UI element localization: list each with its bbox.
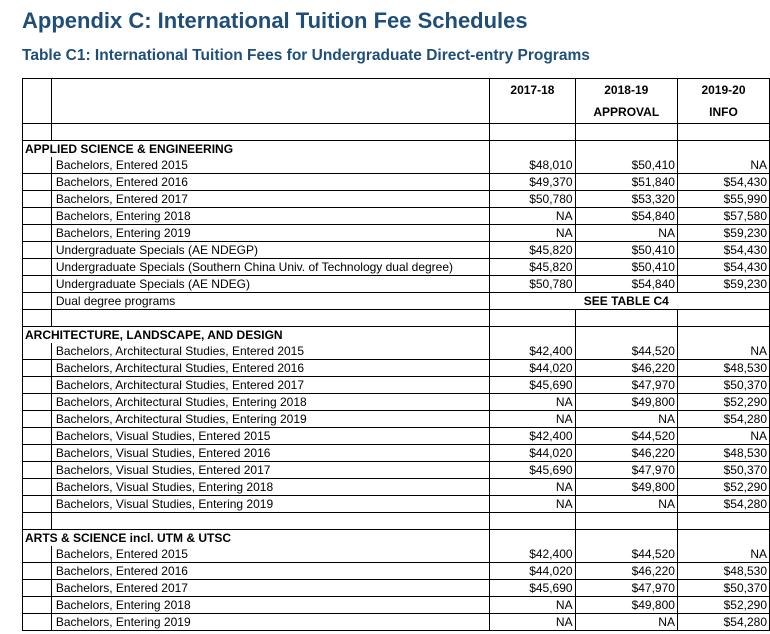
fee-2019-20: $48,530 [677, 563, 769, 580]
fee-2017-18: $45,690 [490, 580, 575, 597]
fee-2017-18: $42,400 [490, 546, 575, 563]
table-row [23, 174, 770, 191]
program-name: Bachelors, Visual Studies, Entered 2016 [51, 445, 489, 462]
program-name: Bachelors, Architectural Studies, Entering 2019 [51, 411, 489, 428]
table-row [23, 597, 770, 614]
program-name: Bachelors, Entering 2019 [51, 614, 489, 631]
see-table-note: SEE TABLE C4 [575, 293, 677, 310]
col-header-info: INFO [677, 101, 769, 124]
program-name: Bachelors, Architectural Studies, Entered 2015 [51, 343, 489, 360]
table-row [23, 580, 770, 597]
table-row [23, 191, 770, 208]
fee-2019-20: $54,430 [677, 259, 769, 276]
fee-2017-18: $42,400 [490, 343, 575, 360]
table-row [23, 496, 770, 513]
fee-2019-20: $55,990 [677, 191, 769, 208]
fee-2017-18: $44,020 [490, 445, 575, 462]
fee-2017-18: $45,690 [490, 377, 575, 394]
program-name: Bachelors, Visual Studies, Entered 2017 [51, 462, 489, 479]
fee-2019-20: $52,290 [677, 394, 769, 411]
page-title: Appendix C: International Tuition Fee Schedules [22, 8, 528, 33]
table-row [23, 377, 770, 394]
program-name: Bachelors, Visual Studies, Entering 2019 [51, 496, 489, 513]
col-header-2017-18: 2017-18 [490, 79, 575, 102]
fee-2018-19: $49,800 [575, 479, 677, 496]
fee-2018-19: $44,520 [575, 428, 677, 445]
fee-2019-20: NA [677, 546, 769, 563]
fee-2019-20: $52,290 [677, 597, 769, 614]
fee-2018-19: $50,410 [575, 242, 677, 259]
table-row [23, 208, 770, 225]
fee-2018-19: $46,220 [575, 445, 677, 462]
program-name: Bachelors, Entered 2015 [51, 546, 489, 563]
table-row [23, 360, 770, 377]
fee-2019-20: $50,370 [677, 377, 769, 394]
col-header-approval: APPROVAL [575, 101, 677, 124]
fee-2018-19: $54,840 [575, 208, 677, 225]
fee-2019-20: $54,280 [677, 411, 769, 428]
fee-2018-19: $51,840 [575, 174, 677, 191]
fee-2018-19: $54,840 [575, 276, 677, 293]
fee-2017-18: $44,020 [490, 563, 575, 580]
fee-2019-20: $50,370 [677, 580, 769, 597]
fee-2017-18: NA [490, 208, 575, 225]
table-row [23, 546, 770, 563]
fee-2017-18: NA [490, 496, 575, 513]
table-row [23, 225, 770, 242]
program-name: Bachelors, Visual Studies, Entered 2015 [51, 428, 489, 445]
table-row [23, 259, 770, 276]
fee-2019-20: $54,280 [677, 614, 769, 631]
section-header [23, 141, 770, 158]
fee-2018-19: $50,410 [575, 259, 677, 276]
table-row [23, 563, 770, 580]
table-row [23, 276, 770, 293]
program-name: Bachelors, Entered 2017 [51, 191, 489, 208]
fee-2019-20: $59,230 [677, 225, 769, 242]
program-name: Bachelors, Architectural Studies, Entered 2017 [51, 377, 489, 394]
table-row [23, 614, 770, 631]
fee-2017-18: $50,780 [490, 191, 575, 208]
table-row [23, 343, 770, 360]
fee-2018-19: $47,970 [575, 462, 677, 479]
program-name: Undergraduate Specials (Southern China Univ. of Technology dual degree) [51, 259, 489, 276]
spacer-row [23, 124, 770, 141]
col-header-2019-20: 2019-20 [677, 79, 769, 102]
table-title: Table C1: International Tuition Fees for Undergraduate Direct-entry Programs [22, 47, 590, 64]
fee-2019-20: $54,280 [677, 496, 769, 513]
fee-2018-19: $50,410 [575, 157, 677, 174]
section-header [23, 327, 770, 344]
tuition-fee-table [22, 78, 770, 631]
section-title: ARTS & SCIENCE incl. UTM & UTSC [23, 530, 490, 547]
program-name: Bachelors, Entering 2018 [51, 597, 489, 614]
fee-2018-19: $44,520 [575, 343, 677, 360]
fee-2017-18: $49,370 [490, 174, 575, 191]
program-name: Bachelors, Visual Studies, Entering 2018 [51, 479, 489, 496]
table-row [23, 411, 770, 428]
fee-2017-18: NA [490, 411, 575, 428]
fee-2018-19: $53,320 [575, 191, 677, 208]
table-row [23, 479, 770, 496]
table-row [23, 428, 770, 445]
program-name: Bachelors, Entered 2015 [51, 157, 489, 174]
program-name: Undergraduate Specials (AE NDEG) [51, 276, 489, 293]
program-name: Bachelors, Architectural Studies, Entering 2018 [51, 394, 489, 411]
table-row [23, 394, 770, 411]
program-name: Bachelors, Entered 2016 [51, 174, 489, 191]
table-header-row [23, 79, 770, 102]
program-name: Bachelors, Architectural Studies, Entered 2016 [51, 360, 489, 377]
fee-2018-19: NA [575, 614, 677, 631]
fee-2018-19: $49,800 [575, 597, 677, 614]
fee-2019-20: $52,290 [677, 479, 769, 496]
program-name: Undergraduate Specials (AE NDEGP) [51, 242, 489, 259]
table-row [23, 462, 770, 479]
spacer-row [23, 513, 770, 530]
fee-2017-18: NA [490, 394, 575, 411]
fee-2017-18: NA [490, 479, 575, 496]
fee-2019-20: $54,430 [677, 242, 769, 259]
spacer-row [23, 310, 770, 327]
fee-2018-19: $46,220 [575, 563, 677, 580]
fee-2018-19: NA [575, 411, 677, 428]
fee-2019-20: $57,580 [677, 208, 769, 225]
fee-2019-20: $48,530 [677, 360, 769, 377]
fee-2018-19: $49,800 [575, 394, 677, 411]
fee-2019-20: $54,430 [677, 174, 769, 191]
fee-2017-18: $48,010 [490, 157, 575, 174]
fee-2017-18: NA [490, 597, 575, 614]
fee-2018-19: $44,520 [575, 546, 677, 563]
fee-2019-20: $50,370 [677, 462, 769, 479]
fee-2018-19: NA [575, 225, 677, 242]
fee-2018-19: $46,220 [575, 360, 677, 377]
fee-2019-20: $48,530 [677, 445, 769, 462]
table-header-row-2 [23, 101, 770, 124]
fee-2017-18: $45,690 [490, 462, 575, 479]
fee-2017-18: $45,820 [490, 242, 575, 259]
table-row [23, 293, 770, 310]
section-title: ARCHITECTURE, LANDSCAPE, AND DESIGN [23, 327, 490, 344]
fee-2017-18: $45,820 [490, 259, 575, 276]
program-name: Bachelors, Entered 2017 [51, 580, 489, 597]
program-name: Bachelors, Entered 2016 [51, 563, 489, 580]
table-row [23, 242, 770, 259]
fee-2017-18: $44,020 [490, 360, 575, 377]
fee-2017-18: NA [490, 614, 575, 631]
table-row [23, 157, 770, 174]
section-header [23, 530, 770, 547]
fee-2018-19: $47,970 [575, 377, 677, 394]
col-header-2018-19: 2018-19 [575, 79, 677, 102]
fee-2019-20: NA [677, 157, 769, 174]
table-row [23, 445, 770, 462]
fee-2018-19: $47,970 [575, 580, 677, 597]
fee-2019-20: $59,230 [677, 276, 769, 293]
program-name: Bachelors, Entering 2019 [51, 225, 489, 242]
fee-2019-20: NA [677, 428, 769, 445]
fee-2017-18: $50,780 [490, 276, 575, 293]
fee-2018-19: NA [575, 496, 677, 513]
program-name: Bachelors, Entering 2018 [51, 208, 489, 225]
fee-2017-18: $42,400 [490, 428, 575, 445]
section-title: APPLIED SCIENCE & ENGINEERING [23, 141, 490, 158]
program-name: Dual degree programs [51, 293, 489, 310]
fee-2019-20: NA [677, 343, 769, 360]
fee-2017-18: NA [490, 225, 575, 242]
